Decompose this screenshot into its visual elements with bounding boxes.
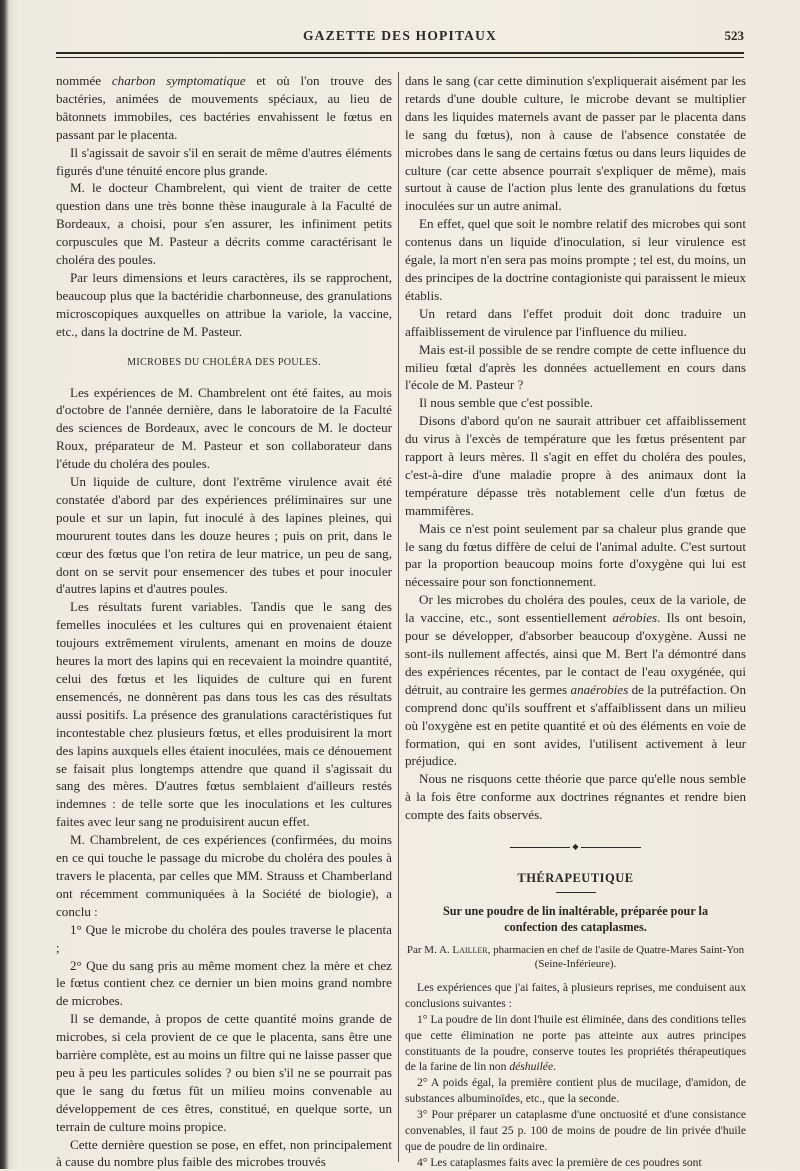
paragraph: Il s'agissait de savoir s'il en serait de même d'autres éléments figurés d'une ténuité encore plus grande. [56, 144, 392, 178]
paragraph: Un liquide de culture, dont l'extrême virulence avait été constatée d'abord par des expériences préliminaires sur une poule et sur un lapin, fut inoculé à des lapines pleines, qui moururent toutes dans les douze heures ; puis on prit, dans le cœur des fœtus que l'on retira de leur matrice, un peu de sang, dont on se servit pour ensemencer des tubes et pour inoculer d'autres lapins et d'autres poules. [56, 474, 392, 597]
paragraph [56, 72, 392, 144]
paragraph: 1° Que le microbe du choléra des poules traverse le placenta ; [56, 921, 392, 955]
column-divider [398, 72, 399, 1162]
text-run: et où l'on trouve des bactéries, animées de mouvements spéciaux, au lieu de bâtonnets immobiles, ces bactéries envahissent le fœtus en passant par le placenta. [56, 73, 392, 142]
text-run: . [553, 1060, 557, 1074]
paragraph: Nous ne risquons cette théorie que parce qu'elle nous semble à la fois être conforme aux doctrines régnantes et rendre bien compte des faits observés. [405, 771, 746, 823]
italic-term: aérobies [612, 610, 658, 626]
page-header [56, 28, 744, 50]
text-run: 1° La poudre de lin dont l'huile est éliminée, dans des conditions telles que cette élimination ne porte pas atteinte aux autres principes constituants de la poudre, conserve toutes les propriétés thérapeutiques de la farine de lin non [405, 1012, 746, 1074]
text-run: Or les microbes du choléra des poules, ceux de la variole, de la vaccine, etc., sont essentiellement [405, 592, 746, 626]
italic-term: anaérobies [570, 681, 629, 697]
section-heading: THÉRAPEUTIQUE [517, 870, 634, 885]
text-run: , pharmacien en chef de l'asile de Quatre-Mares Saint-Yon (Seine-Inférieure). [487, 943, 745, 970]
heading-underline [556, 892, 596, 893]
paragraph: Les expériences de M. Chambrelent ont été faites, au mois d'octobre de l'année dernière, dans le laboratoire de la Faculté des sciences de Bordeaux, avec le concours de M. le docteur Roux, préparateur de M. Pasteur et son collaborateur dans l'étude du choléra des poules. [56, 384, 392, 472]
page-number: 523 [724, 28, 744, 43]
paragraph: Il se demande, à propos de cette quantité moins grande de microbes, si cela provient de ce que le placenta, sans être une barrière complète, est au moins un filtre qui ne laisse passer que peu à peu les particules solides ? ou bien s'il ne se pourrait pas que le sang du fœtus fût un milieu moins convenable au développement de ces êtres, constitué, en quelque sorte, un terrain de culture moins propice. [56, 1011, 392, 1134]
text-run: nommée [56, 73, 112, 88]
journal-title: GAZETTE DES HOPITAUX [302, 28, 498, 43]
paragraph: dans le sang (car cette diminution s'expliquerait aisément par les retards d'une double culture, le microbe devant se multiplier dans les liquides maternels avant de passer par le placenta dans le sang du fœtus), non à cause de l'absence constatée de microbes dans le sang de certains fœtus ou dans leurs liquides de culture (car cette absence pourrait s'expliquer de même), mais surtout à cause de l'action plus lente des granulations du fœtus inoculées sur un autre animal. [405, 73, 746, 214]
paragraph: 3° Pour préparer un cataplasme d'une onctuosité et d'une consistance convenables, il faut 25 p. 100 de moins de poudre de lin privée d'huile que de poudre de lin ordinaire. [405, 1108, 746, 1153]
paragraph: Mais ce n'est point seulement par sa chaleur plus grande que le sang du fœtus diffère de celui de l'animal adulte. C'est surtout par la proportion beaucoup moins forte d'oxygène qui lui est nécessaire pour son fonctionnement. [405, 520, 746, 590]
paragraph: 4° Les cataplasmes faits avec la première de ces poudres sont [417, 1155, 702, 1169]
paragraph: Mais est-il possible de se rendre compte de cette influence du milieu fœtal d'après les données actuellement en cours dans l'école de M. Pasteur ? [405, 341, 746, 393]
text-run: . Ils ont besoin, pour se développer, d'absorber beaucoup d'oxygène. Aussi ne sont-ils nullement affectés, ainsi que M. Bert l'a démontré dans des expériences récentes, par le contact de l'eau oxygénée, qui détruit, au contraire les germes [405, 610, 747, 697]
italic-term: déshuilée [509, 1060, 554, 1074]
paragraph [405, 1012, 746, 1076]
paragraph: 2° A poids égal, la première contient plus de mucilage, d'amidon, de substances albuminoïdes, etc., que la seconde. [405, 1076, 746, 1106]
paragraph: Un retard dans l'effet produit doit donc traduire un affaiblissement de virulence par l'influence du milieu. [405, 305, 746, 339]
right-column [405, 72, 746, 1171]
paragraph [405, 591, 746, 770]
article-byline [405, 943, 746, 971]
text-run: Par M. A. [406, 943, 453, 956]
section-ornament: ◆ [405, 838, 746, 856]
header-rule-thick [56, 52, 744, 54]
paragraph: En effet, quel que soit le nombre relatif des microbes qui sont contenus dans un liquide d'inoculation, si leur virulence est égale, la mort n'en sera pas moins prompte ; tel est, du moins, un des principes de la doctrine contagioniste qui paraissent le mieux établis. [405, 216, 746, 303]
section-heading: MICROBES DU CHOLÉRA DES POULES. [127, 356, 321, 368]
paragraph: Les résultats furent variables. Tandis que le sang des femelles inoculées et les cultures qui en provenaient étaient toujours extrêmement virulents, amenant en moins de douze heures la mort des lapins qui en recevaient la moindre quantité, celui des fœtus et les liquides de culture qui en furent ensemencés, ne donnèrent pas dans tous les cas des résultats aussi positifs. La présence des granulations caractéristiques fut incontestable chez plusieurs fœtus, et elles produisirent la mort des lapins auxquels elles étaient inoculées, mais ce dénouement se faisait plus longtemps attendre que quand il s'agissait du sang des mères. D'autres fœtus semblaient d'ailleurs restés indemnes : de telle sorte que les inoculations et les cultures faites avec leur sang ne produisirent aucun effet. [56, 599, 392, 830]
paragraph: Par leurs dimensions et leurs caractères, ils se rapprochent, beaucoup plus que la bactéridie charbonneuse, des granulations microscopiques auxquelles on attribue la variole, la vaccine, etc., dans la doctrine de M. Pasteur. [56, 269, 392, 339]
left-column [56, 72, 392, 1171]
paragraph: Disons d'abord qu'on ne saurait attribuer cet affaiblissement du virus à l'excès de température que les fœtus présentent par rapport à leurs mères. Il s'agit en effet du choléra des poules, c'est-à-dire d'une maladie propre à des animaux dont la température dépasse très notablement celle d'un fœtus de mammifères. [405, 413, 746, 518]
paragraph: Il nous semble que c'est possible. [419, 395, 594, 411]
article-body [405, 980, 746, 1171]
paragraph: Les expériences que j'ai faites, à plusieurs reprises, me conduisent aux conclusions suivantes : [405, 980, 746, 1010]
text-run: de la putréfaction. On comprend donc qu'ils souffrent et s'affaiblissent dans un milieu où l'oxygène est en petite quantité et où des éléments en voie de formation, qui en sont avides, l'utilisent activement à leur préjudice. [405, 681, 747, 769]
paragraph: Cette dernière question se pose, en effet, non principalement à cause du nombre plus faible des microbes trouvés [56, 1136, 392, 1170]
header-rule-thin [56, 57, 744, 58]
paragraph: 2° Que du sang pris au même moment chez la mère et chez le fœtus contient chez ce dernier un bien moins grand nombre de microbes. [56, 957, 392, 1009]
author-name: Lailler [452, 943, 488, 956]
paragraph: M. Chambrelent, de ces expériences (confirmées, du moins en ce qui touche le passage du microbe du choléra des poules à travers le placenta, par celles que MM. Strauss et Chamberland ont récemment communiquées à la Société de biologie), a conclu : [56, 832, 392, 919]
paragraph: M. le docteur Chambrelent, qui vient de traiter de cette question dans une très bonne thèse inaugurale à la Faculté de Bordeaux, a choisi, pour s'en assurer, les infiniment petits corpuscules que M. Pasteur a décrits comme caractérisant le choléra des poules. [56, 180, 392, 268]
article-title: Sur une poudre de lin inaltérable, préparée pour la confection des cataplasmes. [442, 903, 709, 934]
italic-term: charbon symptomatique [111, 73, 246, 88]
